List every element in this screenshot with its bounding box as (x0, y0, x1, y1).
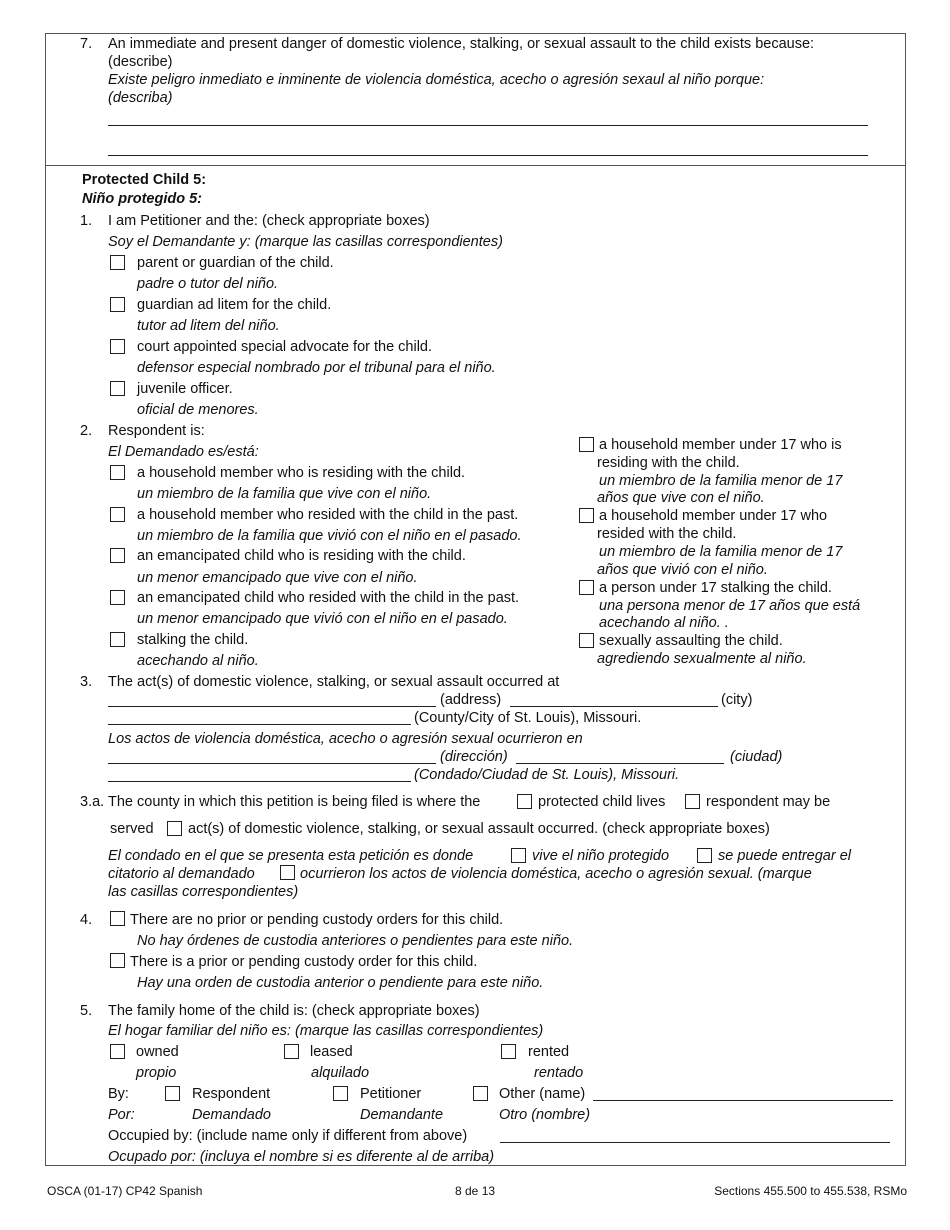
respondent-emancipated-resided-es: un menor emancipado que vivió con el niño en el pasado. (137, 611, 508, 627)
rentado-label: rentado (534, 1065, 584, 1081)
option-special-advocate-es: defensor especial nombrado por el tribunal para el niño. (137, 360, 496, 376)
section-title-en: Protected Child 5: (82, 172, 207, 188)
propio-label: propio (136, 1065, 177, 1081)
demandante-label: Demandante (360, 1107, 444, 1123)
item7-answer-line-2[interactable] (108, 155, 868, 156)
checkbox-ocurrieron-actos[interactable] (280, 865, 295, 880)
checkbox-household-residing[interactable] (110, 465, 125, 480)
county-field[interactable] (108, 724, 411, 725)
rented-label: rented (528, 1044, 570, 1060)
checkbox-leased[interactable] (284, 1044, 299, 1059)
alquilado-label: alquilado (311, 1065, 370, 1081)
respondent-served-label: respondent may be (706, 794, 831, 810)
checkbox-juvenile-officer[interactable] (110, 381, 125, 396)
footer-sections: Sections 455.500 to 455.538, RSMo (714, 1184, 907, 1198)
occupied-by-label: Occupied by: (include name only if different from above) (108, 1128, 468, 1144)
item5-number: 5. (80, 1003, 93, 1019)
demandado-label: Demandado (192, 1107, 271, 1123)
county-label: (County/City of St. Louis), Missouri. (414, 710, 642, 726)
respondent-under17-residing-1: a household member under 17 who is (599, 437, 842, 453)
entregar-citatorio-label: se puede entregar el (718, 848, 852, 864)
respondent-emancipated-residing: an emancipated child who is residing with the child. (137, 548, 466, 564)
por-label: Por: (108, 1107, 135, 1123)
item3-en: The act(s) of domestic violence, stalking, or sexual assault occurred at (108, 674, 560, 690)
checkbox-parent-guardian[interactable] (110, 255, 125, 270)
checkbox-owned[interactable] (110, 1044, 125, 1059)
section-title-es: Niño protegido 5: (82, 191, 203, 207)
direccion-label: (dirección) (440, 749, 508, 765)
checkbox-guardian-ad-litem[interactable] (110, 297, 125, 312)
by-petitioner-label: Petitioner (360, 1086, 422, 1102)
occupied-by-es: Ocupado por: (incluya el nombre si es diferente al de arriba) (108, 1149, 495, 1165)
checkbox-under17-stalking[interactable] (579, 580, 594, 595)
address-label: (address) (440, 692, 502, 708)
ciudad-field[interactable] (516, 763, 724, 764)
item2-en: Respondent is: (108, 423, 205, 439)
option-parent-guardian-es: padre o tutor del niño. (137, 276, 279, 292)
item2-number: 2. (80, 423, 93, 439)
item7-number: 7. (80, 36, 93, 52)
checkbox-rented[interactable] (501, 1044, 516, 1059)
checkbox-emancipated-resided[interactable] (110, 590, 125, 605)
leased-label: leased (310, 1044, 353, 1060)
respondent-household-residing: a household member who is residing with the child. (137, 465, 466, 481)
respondent-stalking: stalking the child. (137, 632, 249, 648)
item5-es: El hogar familiar del niño es: (marque las casillas correspondientes) (108, 1023, 544, 1039)
checkbox-entregar-citatorio[interactable] (697, 848, 712, 863)
by-label: By: (108, 1086, 129, 1102)
address-field[interactable] (108, 706, 436, 707)
by-respondent-label: Respondent (192, 1086, 271, 1102)
option-parent-guardian: parent or guardian of the child. (137, 255, 334, 271)
respondent-emancipated-residing-es: un menor emancipado que vive con el niño. (137, 570, 418, 586)
item7-describe: (describe) (108, 54, 173, 70)
footer-page-number: 8 de 13 (455, 1184, 496, 1198)
respondent-under17-residing-2: residing with the child. (597, 455, 740, 471)
respondent-emancipated-resided: an emancipated child who resided with the child in the past. (137, 590, 520, 606)
checkbox-no-custody-orders[interactable] (110, 911, 125, 926)
respondent-under17-residing-es1: un miembro de la familia menor de 17 (599, 473, 843, 489)
respondent-sexually-assaulting-es: agrediendo sexualmente al niño. (597, 651, 807, 667)
acts-occurred-label: act(s) of domestic violence, stalking, or sexual assault occurred. (check appropriate boxes) (188, 821, 770, 837)
option-juvenile-officer: juvenile officer. (137, 381, 233, 397)
checkbox-stalking[interactable] (110, 632, 125, 647)
respondent-sexually-assaulting: sexually assaulting the child. (599, 633, 783, 649)
occupied-by-field[interactable] (500, 1142, 890, 1143)
checkbox-vive-nino[interactable] (511, 848, 526, 863)
city-field[interactable] (510, 706, 718, 707)
respondent-under17-stalking: a person under 17 stalking the child. (599, 580, 832, 596)
otro-label: Otro (nombre) (499, 1107, 591, 1123)
item1-es: Soy el Demandante y: (marque las casillas correspondientes) (108, 234, 503, 250)
checkbox-household-resided[interactable] (110, 507, 125, 522)
checkbox-special-advocate[interactable] (110, 339, 125, 354)
respondent-under17-residing-es2: años que vive con el niño. (597, 490, 765, 506)
no-custody-orders-es: No hay órdenes de custodia anteriores o pendientes para este niño. (137, 933, 574, 949)
no-custody-orders-label: There are no prior or pending custody orders for this child. (130, 912, 504, 928)
item3a-en: The county in which this petition is being filed is where the (108, 794, 481, 810)
item2-es: El Demandado es/está: (108, 444, 259, 460)
pending-custody-order-label: There is a prior or pending custody order for this child. (130, 954, 478, 970)
respondent-stalking-es: acechando al niño. (137, 653, 259, 669)
option-juvenile-officer-es: oficial de menores. (137, 402, 259, 418)
option-guardian-ad-litem-es: tutor ad litem del niño. (137, 318, 280, 334)
item1-number: 1. (80, 213, 93, 229)
city-label: (city) (721, 692, 753, 708)
item3-es: Los actos de violencia doméstica, acecho o agresión sexual ocurrieron en (108, 731, 583, 747)
option-guardian-ad-litem: guardian ad litem for the child. (137, 297, 332, 313)
item7-en: An immediate and present danger of domestic violence, stalking, or sexual assault to the child exists because: (108, 36, 815, 52)
item7-es: Existe peligro inmediato e inminente de violencia doméstica, acecho o agresión sexaul al niño porque: (108, 72, 765, 88)
pending-custody-order-es: Hay una orden de custodia anterior o pendiente para este niño. (137, 975, 544, 991)
checkbox-emancipated-residing[interactable] (110, 548, 125, 563)
respondent-household-residing-es: un miembro de la familia que vive con el niño. (137, 486, 432, 502)
option-special-advocate: court appointed special advocate for the child. (137, 339, 433, 355)
footer-form-id: OSCA (01-17) CP42 Spanish (47, 1184, 203, 1198)
respondent-under17-resided-2: resided with the child. (597, 526, 737, 542)
item1-en: I am Petitioner and the: (check appropriate boxes) (108, 213, 430, 229)
checkbox-under17-residing[interactable] (579, 437, 594, 452)
checkbox-by-petitioner[interactable] (333, 1086, 348, 1101)
checkbox-under17-resided[interactable] (579, 508, 594, 523)
citatorio-label: citatorio al demandado (108, 866, 255, 882)
item5-en: The family home of the child is: (check appropriate boxes) (108, 1003, 480, 1019)
checkbox-by-other[interactable] (473, 1086, 488, 1101)
ciudad-label: (ciudad) (730, 749, 783, 765)
item3a-es: El condado en el que se presenta esta petición es donde (108, 848, 474, 864)
respondent-under17-resided-1: a household member under 17 who (599, 508, 828, 524)
vive-nino-label: vive el niño protegido (532, 848, 670, 864)
ocurrieron-actos-label: ocurrieron los actos de violencia doméstica, acecho o agresión sexual. (marque (300, 866, 812, 882)
other-name-field[interactable] (593, 1100, 893, 1101)
respondent-under17-resided-es2: años que vivió con el niño. (597, 562, 768, 578)
respondent-household-resided-es: un miembro de la familia que vivió con el niño en el pasado. (137, 528, 522, 544)
by-other-label: Other (name) (499, 1086, 586, 1102)
item3a-number: 3.a. (80, 794, 105, 810)
item7-describa: (describa) (108, 90, 173, 106)
checkbox-protected-child-lives[interactable] (517, 794, 532, 809)
owned-label: owned (136, 1044, 179, 1060)
item3a-es-end: las casillas correspondientes) (108, 884, 299, 900)
checkbox-pending-custody-order[interactable] (110, 953, 125, 968)
direccion-field[interactable] (108, 763, 436, 764)
respondent-household-resided: a household member who resided with the child in the past. (137, 507, 519, 523)
condado-label: (Condado/Ciudad de St. Louis), Missouri. (414, 767, 680, 783)
checkbox-acts-occurred[interactable] (167, 821, 182, 836)
condado-field[interactable] (108, 781, 411, 782)
respondent-under17-stalking-es1: una persona menor de 17 años que está (599, 598, 861, 614)
respondent-under17-stalking-es2: acechando al niño. . (599, 615, 729, 631)
item7-answer-line-1[interactable] (108, 125, 868, 126)
checkbox-respondent-served[interactable] (685, 794, 700, 809)
served-label: served (110, 821, 154, 837)
item3-number: 3. (80, 674, 93, 690)
checkbox-by-respondent[interactable] (165, 1086, 180, 1101)
item4-number: 4. (80, 912, 93, 928)
respondent-under17-resided-es1: un miembro de la familia menor de 17 (599, 544, 843, 560)
checkbox-sexually-assaulting[interactable] (579, 633, 594, 648)
protected-child-lives-label: protected child lives (538, 794, 666, 810)
